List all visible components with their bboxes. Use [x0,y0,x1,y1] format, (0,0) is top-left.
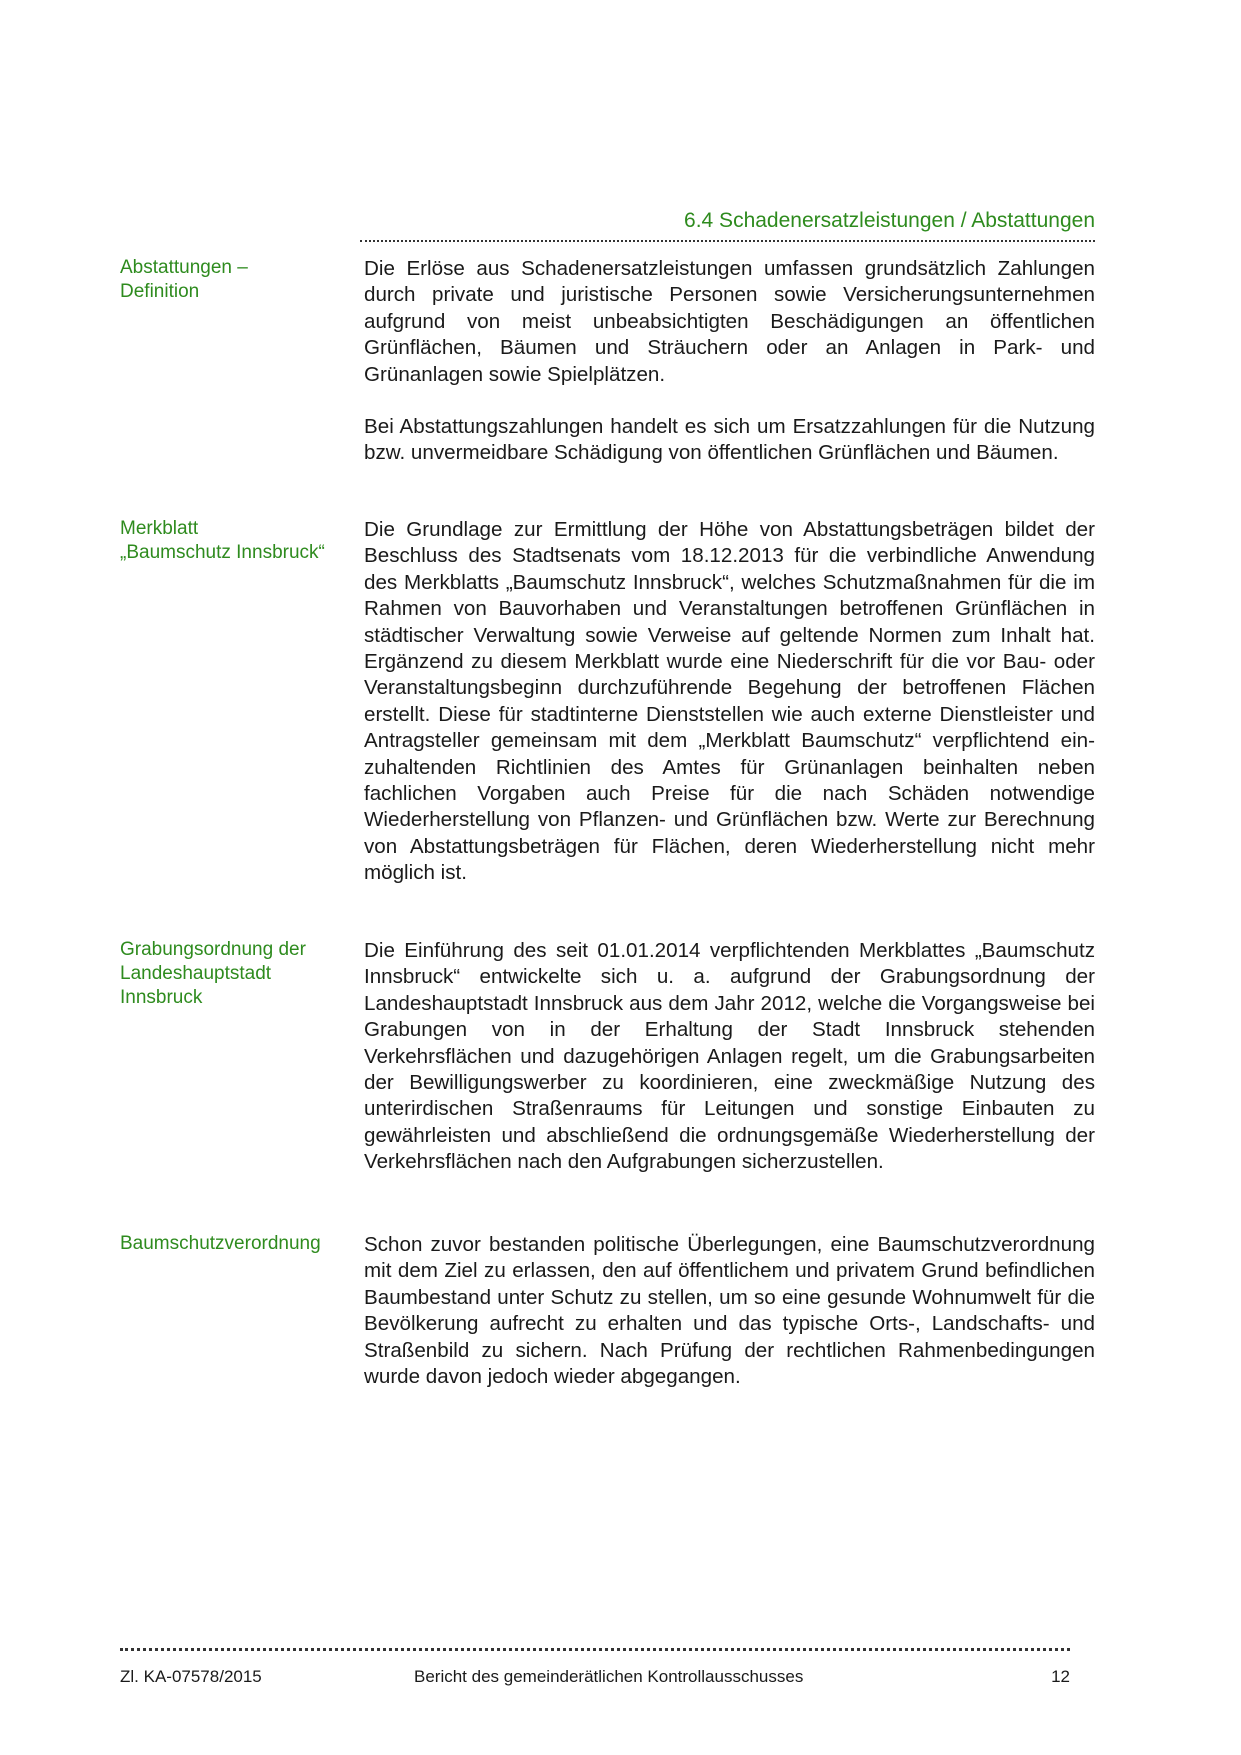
paragraph: Die Erlöse aus Schadenersatzleistungen umfassen grundsätzlich Zahlungen durch private und juristische Personen sowie Versicherungsunternehmen aufgrund von meist unbeabsichtigten Beschädigungen an öffentlichen Grünflächen, Bäumen und Sträuchern oder an Anlagen in Park- und Grünanlagen sowie Spielplätzen. [364,257,1095,386]
footer-report-title: Bericht des gemeinderätlichen Kontrollausschusses [414,1667,804,1686]
section-body [364,517,1095,887]
paragraph: Bei Abstattungszahlungen handelt es sich um Ersatzzahlungen für die Nutzung bzw. unvermeidbare Schädigung von öffentlichen Grünflächen und Bäumen. [364,415,1095,465]
footer-reference: Zl. KA-07578/2015 [120,1667,262,1686]
section-body [364,256,1095,467]
margin-label [120,1232,355,1256]
margin-label [120,938,355,1010]
section-body [364,1232,1095,1390]
footer-divider [120,1648,1070,1651]
margin-label [120,517,355,565]
paragraph: Die Einführung des seit 01.01.2014 verpflichtenden Merkblattes „Baumschutz Innsbruck“ entwickelte sich u. a. aufgrund der Grabungsordnung der Landeshauptstadt Innsbruck aus dem Jahr 2012, welche die Vorgangsweise bei Grabungen von in der Erhaltung der Stadt Innsbruck stehenden Verkehrsflächen und dazugehörigen Anlagen regelt, um die Grabungsarbeiten der Bewilligungswerber zu koordinieren, eine zweckmäßige Nutzung des unterirdischen Straßenraums für Leitungen und sonstige Einbauten zu gewährleisten und abschließend die ordnungsgemäße Wiederherstellung der Verkehrsflächen nach den Aufgrabungen sicherzustellen. [364,939,1095,1174]
margin-label [120,256,355,304]
margin-label-text: Baumschutzverordnung [120,1233,321,1254]
margin-label-text: Grabungsordnung der Landeshauptstadt Innsbruck [120,939,306,1008]
margin-label-text: Abstattungen – Definition [120,257,248,302]
paragraph: Schon zuvor bestanden politische Überlegungen, eine Baumschutzverordnung mit dem Ziel zu erlassen, den auf öffentlichem und privatem Grund befindlichen Baumbestand unter Schutz zu stellen, um so eine gesunde Wohnumwelt für die Bevölkerung aufrecht zu erhalten und das typische Orts-, Landschafts- und Straßenbild zu sichern. Nach Prüfung der rechtlichen Rahmenbedingungen wurde davon jedoch wieder abgegangen. [364,1233,1095,1389]
footer-page-number: 12 [1051,1667,1070,1686]
margin-label-text: Merkblatt „Baumschutz Innsbruck“ [120,518,325,563]
section-title: 6.4 Schadenersatzleistungen / Abstattungen [684,209,1095,232]
paragraph: Die Grundlage zur Ermittlung der Höhe von Abstattungsbeträgen bildet der Beschluss des Stadtsenats vom 18.12.2013 für die verbindliche Anwendung des Merkblatts „Baumschutz Innsbruck“, welches Schutzmaßnahmen für die im Rahmen von Bauvorhaben und Veranstaltungen betroffenen Grünflächen in städtischer Verwaltung sowie Verweise auf geltende Normen zum Inhalt hat. Ergänzend zu diesem Merkblatt wurde eine Niederschrift für die vor Bau- oder Veranstaltungsbeginn durchzuführende Begehung der betroffenen Flächen erstellt. Diese für stadtinterne Dienststellen wie auch externe Dienstleister und Antragsteller gemeinsam mit dem „Merkblatt Baumschutz“ verpflichtend einzuhaltenden Richtlinien des Amtes für Grünanlagen beinhalten neben fachlichen Vorgaben auch Preise für die nach Schäden notwendige Wiederherstellung von Pflanzen- und Grünflächen bzw. Werte zur Berechnung von Abstattungsbeträgen für Flächen, deren Wiederherstellung nicht mehr möglich ist. [364,518,1095,885]
section-body [364,938,1095,1176]
section-header [360,208,1095,242]
